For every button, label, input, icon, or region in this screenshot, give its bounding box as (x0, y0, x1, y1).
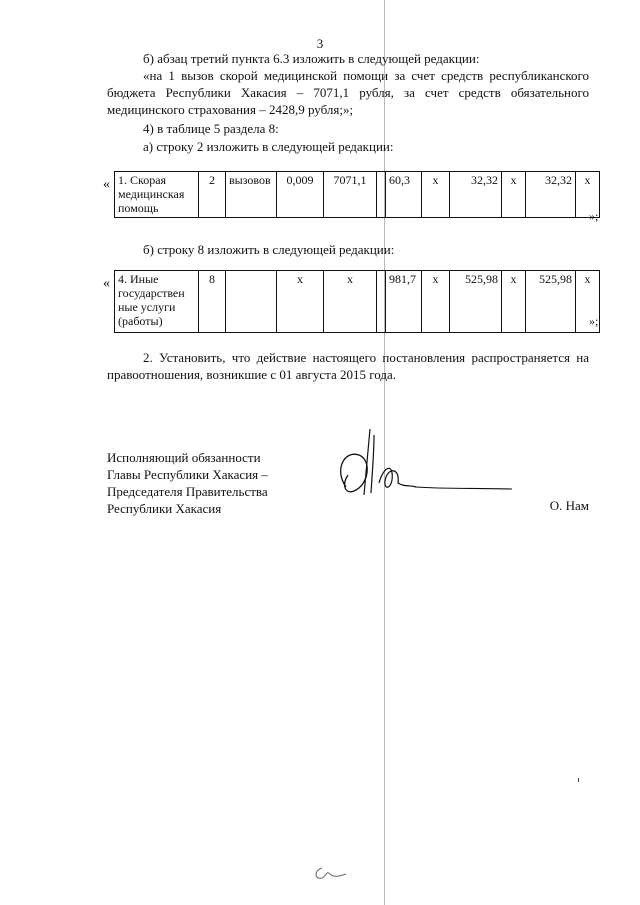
table-cell-value: х (277, 271, 324, 333)
table-cell-value: х (324, 271, 377, 333)
signer-name: О. Нам (549, 498, 589, 513)
table-cell-empty (377, 172, 386, 218)
handwritten-mark (312, 862, 352, 884)
signer-title-line: Исполняющий обязанности (107, 450, 261, 465)
table-cell-value: х (422, 172, 450, 218)
table-row-2-open-quote: « (103, 177, 110, 192)
table-cell-empty (377, 271, 386, 333)
table-cell-value: 525,98 (526, 271, 576, 333)
table-cell-value: х (576, 172, 600, 218)
signer-title-line: Главы Республики Хакасия – (107, 467, 268, 482)
table-cell-unit: вызовов (226, 172, 277, 218)
paragraph-b-heading: б) абзац третий пункта 6.3 изложить в следующей редакции: (143, 51, 480, 66)
table-cell-value: 981,7 (386, 271, 422, 333)
table-5-row-2 (114, 171, 600, 218)
table-cell-value: х (422, 271, 450, 333)
table-cell-value: 32,32 (526, 172, 576, 218)
table-row-2-close-quote: »; (589, 209, 599, 223)
table-cell-value: 60,3 (386, 172, 422, 218)
table-cell-row-number: 2 (199, 172, 226, 218)
table-cell-row-number: 8 (199, 271, 226, 333)
table-cell-value: х (502, 172, 526, 218)
signer-title-line: Республики Хакасия (107, 501, 222, 516)
table-cell-value: 525,98 (450, 271, 502, 333)
handwritten-signature (334, 425, 514, 510)
table-row (115, 172, 600, 218)
table-cell-name: 1. Скорая медицинская помощь (115, 172, 199, 218)
table-row-8-open-quote: « (103, 276, 110, 291)
table-cell-value: х (576, 271, 600, 333)
table-cell-value: 32,32 (450, 172, 502, 218)
table-5-row-8 (114, 270, 600, 333)
table-cell-value: х (502, 271, 526, 333)
signer-title (107, 449, 307, 517)
table-row (115, 271, 600, 333)
item-4-heading: 4) в таблице 5 раздела 8: (143, 121, 279, 136)
paragraph-b-text: «на 1 вызов скорой медицинской помощи за счет средств республиканского бюджета Республики Хакасия – 7071,1 рубля, за счет средств обязательного медицинского страхования – 2428,9 рубля;»; (107, 68, 589, 117)
page-number: 3 (316, 36, 324, 51)
signer-title-line: Председателя Правительства (107, 484, 268, 499)
item-4b-heading: б) строку 8 изложить в следующей редакции: (143, 242, 395, 257)
table-cell-value: 7071,1 (324, 172, 377, 218)
table-cell-value: 0,009 (277, 172, 324, 218)
point-2-text: 2. Установить, что действие настоящего постановления распространяется на правоотношения, возникшие с 01 августа 2015 года. (107, 350, 589, 382)
table-cell-name: 4. Иные государствен ные услуги (работы) (115, 271, 199, 333)
table-cell-unit (226, 271, 277, 333)
item-4a-heading: а) строку 2 изложить в следующей редакции: (143, 139, 394, 154)
table-row-8-close-quote: »; (589, 314, 599, 328)
margin-tick (578, 778, 579, 782)
